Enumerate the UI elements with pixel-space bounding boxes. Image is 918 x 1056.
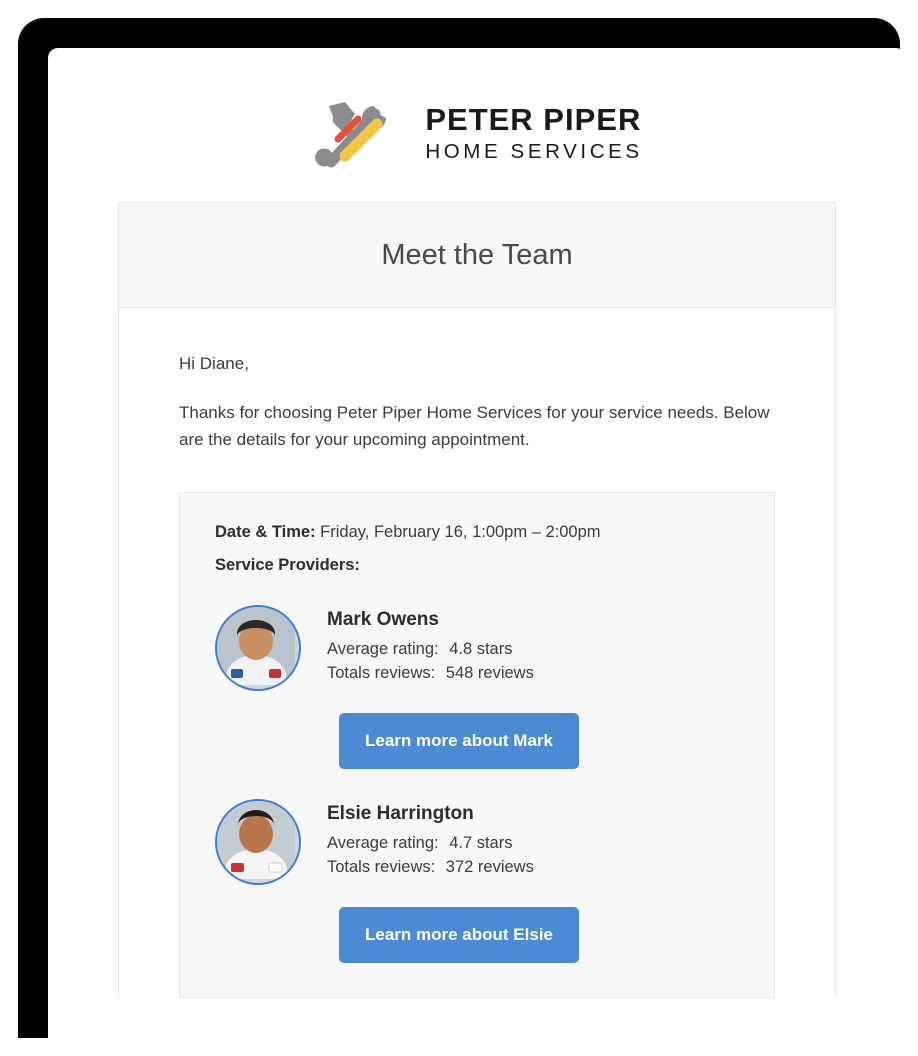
provider-reviews bbox=[327, 664, 534, 683]
brand-logo bbox=[48, 48, 906, 202]
intro-text: Thanks for choosing Peter Piper Home Services for your service needs. Below are the details for your upcoming appointment. bbox=[179, 403, 770, 449]
provider-rating-label: Average rating: bbox=[327, 639, 439, 658]
greeting-text: Hi Diane, bbox=[179, 354, 249, 373]
appointment-details-box bbox=[179, 492, 775, 998]
provider-name: Elsie Harrington bbox=[327, 802, 474, 824]
datetime-label: Date & Time: bbox=[215, 522, 316, 541]
provider-rating-label: Average rating: bbox=[327, 833, 439, 852]
datetime-row bbox=[215, 523, 739, 542]
learn-more-button-mark[interactable]: Learn more about Mark bbox=[339, 713, 579, 769]
provider-card bbox=[215, 799, 739, 963]
hammer-wrench-icon bbox=[311, 94, 403, 176]
provider-reviews-value: 372 reviews bbox=[445, 857, 534, 876]
provider-reviews bbox=[327, 858, 534, 877]
email-screen bbox=[48, 48, 906, 1056]
brand-name-secondary: HOME SERVICES bbox=[425, 139, 643, 163]
provider-reviews-label: Totals reviews: bbox=[327, 857, 436, 876]
page-title: Meet the Team bbox=[381, 239, 573, 271]
provider-reviews-value: 548 reviews bbox=[445, 663, 534, 682]
brand-name-primary: PETER PIPER bbox=[425, 102, 642, 138]
person-avatar-icon bbox=[215, 799, 301, 885]
email-body bbox=[119, 308, 835, 998]
provider-name: Mark Owens bbox=[327, 608, 439, 630]
device-frame bbox=[18, 18, 900, 1038]
datetime-value: Friday, February 16, 1:00pm – 2:00pm bbox=[320, 522, 601, 541]
provider-card bbox=[215, 605, 739, 769]
person-avatar-icon bbox=[215, 605, 301, 691]
email-card bbox=[118, 202, 836, 998]
provider-rating-value: 4.8 stars bbox=[449, 639, 513, 658]
provider-rating-value: 4.7 stars bbox=[449, 833, 513, 852]
provider-reviews-label: Totals reviews: bbox=[327, 663, 436, 682]
email-header bbox=[119, 203, 835, 308]
provider-rating bbox=[327, 640, 534, 659]
provider-rating bbox=[327, 834, 534, 853]
providers-label: Service Providers: bbox=[215, 555, 360, 574]
learn-more-button-elsie[interactable]: Learn more about Elsie bbox=[339, 907, 579, 963]
